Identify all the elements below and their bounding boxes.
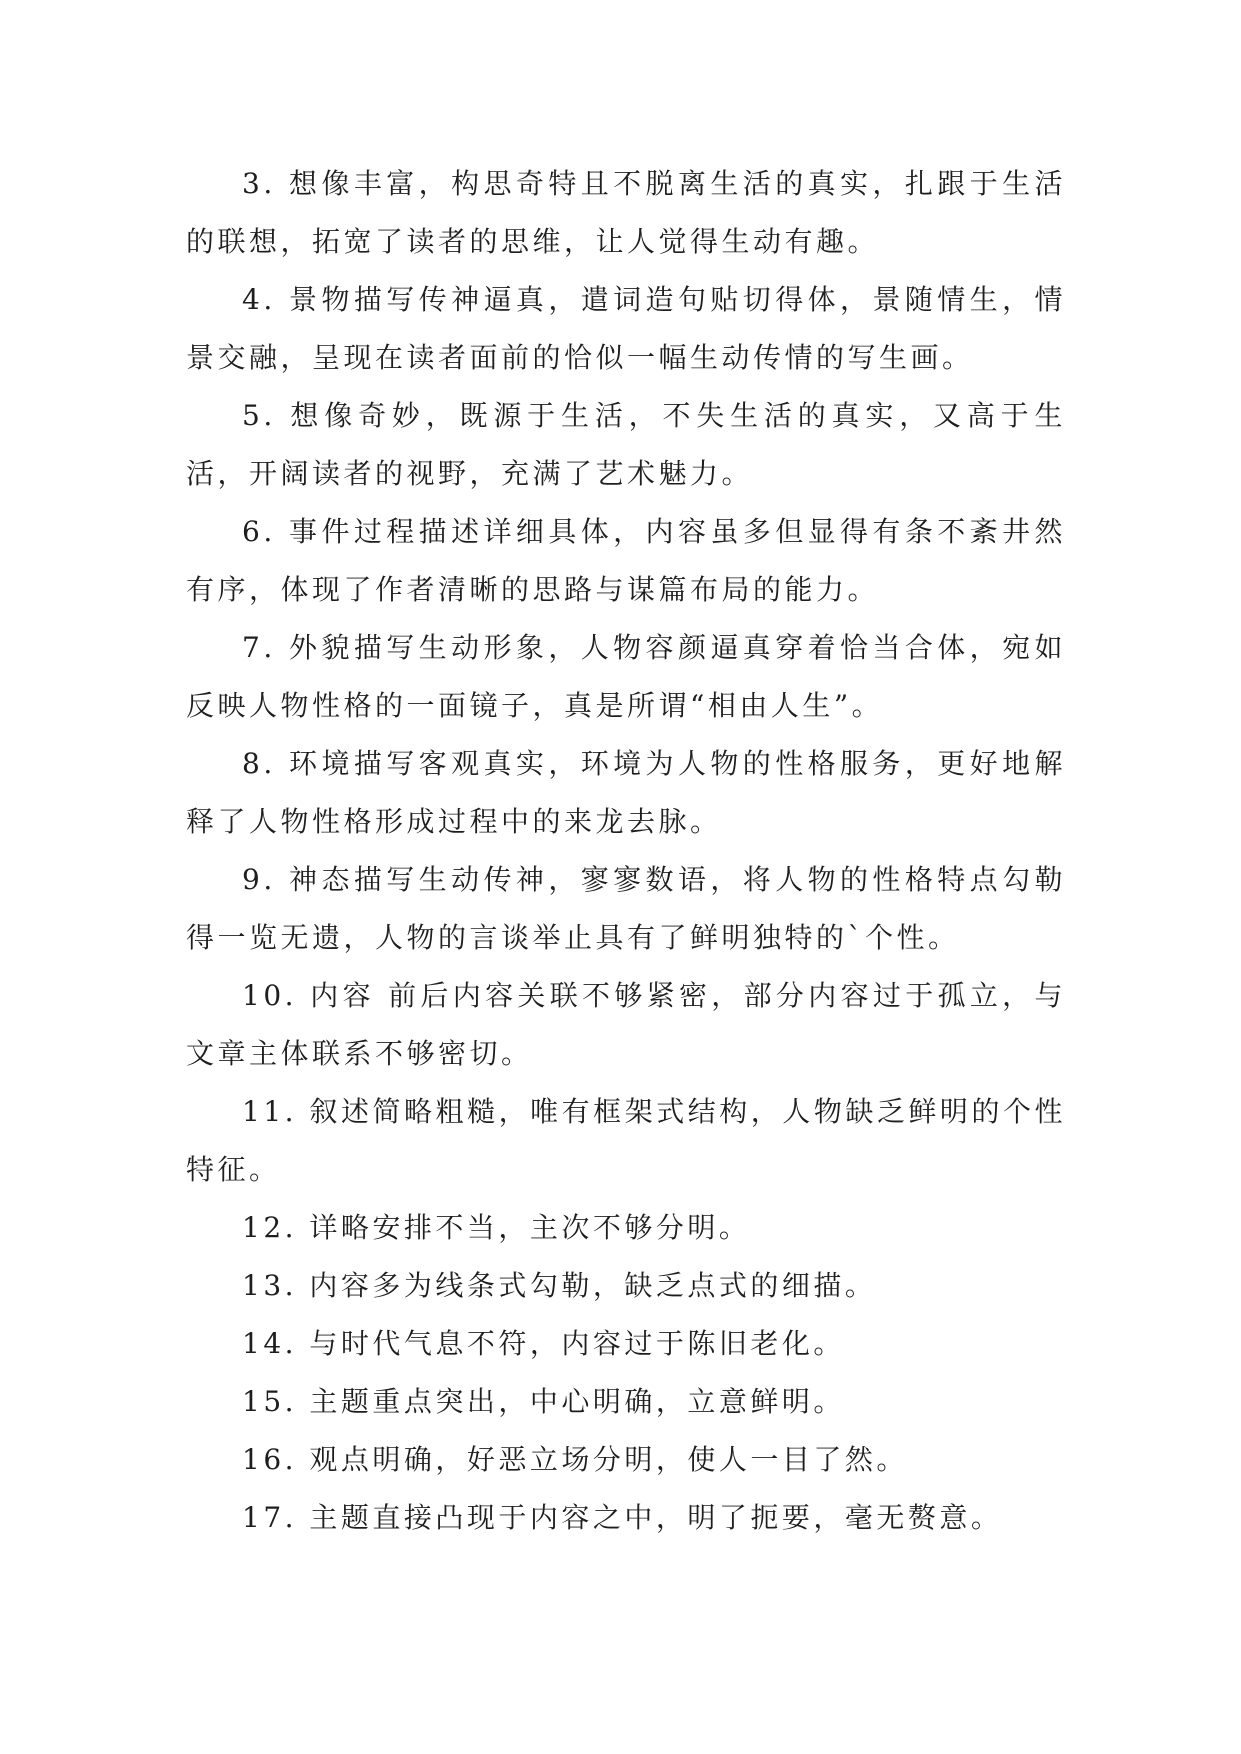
paragraph-item-11: 11. 叙述简略粗糙，唯有框架式结构，人物缺乏鲜明的个性特征。 xyxy=(186,1095,1066,1186)
paragraph-item-15: 15. 主题重点突出，中心明确，立意鲜明。 xyxy=(242,1385,845,1418)
paragraph-item-12: 12. 详略安排不当，主次不够分明。 xyxy=(242,1211,751,1244)
paragraph-item-14: 14. 与时代气息不符，内容过于陈旧老化。 xyxy=(242,1327,845,1360)
paragraph-item-10: 10. 内容 前后内容关联不够紧密，部分内容过于孤立，与文章主体联系不够密切。 xyxy=(186,979,1066,1070)
paragraph-item-13: 13. 内容多为线条式勾勒，缺乏点式的细描。 xyxy=(242,1269,877,1302)
paragraph-item-17: 17. 主题直接凸现于内容之中，明了扼要，毫无赘意。 xyxy=(242,1501,1003,1534)
document-body xyxy=(186,155,1066,1547)
paragraph-item-7: 7. 外貌描写生动形象，人物容颜逼真穿着恰当合体，宛如反映人物性格的一面镜子，真是所谓“相由人生”。 xyxy=(186,631,1066,722)
paragraph-item-9: 9. 神态描写生动传神，寥寥数语，将人物的性格特点勾勒得一览无遗，人物的言谈举止具有了鲜明独特的`个性。 xyxy=(186,863,1066,954)
paragraph-item-16: 16. 观点明确，好恶立场分明，使人一目了然。 xyxy=(242,1443,908,1476)
paragraph-item-5: 5. 想像奇妙，既源于生活，不失生活的真实，又高于生活，开阔读者的视野，充满了艺术魅力。 xyxy=(186,399,1066,490)
paragraph-item-6: 6. 事件过程描述详细具体，内容虽多但显得有条不紊井然有序，体现了作者清晰的思路与谋篇布局的能力。 xyxy=(186,515,1066,606)
paragraph-item-4: 4. 景物描写传神逼真，遣词造句贴切得体，景随情生，情景交融，呈现在读者面前的恰似一幅生动传情的写生画。 xyxy=(186,283,1066,374)
paragraph-item-8: 8. 环境描写客观真实，环境为人物的性格服务，更好地解释了人物性格形成过程中的来龙去脉。 xyxy=(186,747,1066,838)
paragraph-item-3: 3. 想像丰富，构思奇特且不脱离生活的真实，扎跟于生活的联想，拓宽了读者的思维，让人觉得生动有趣。 xyxy=(186,167,1066,258)
